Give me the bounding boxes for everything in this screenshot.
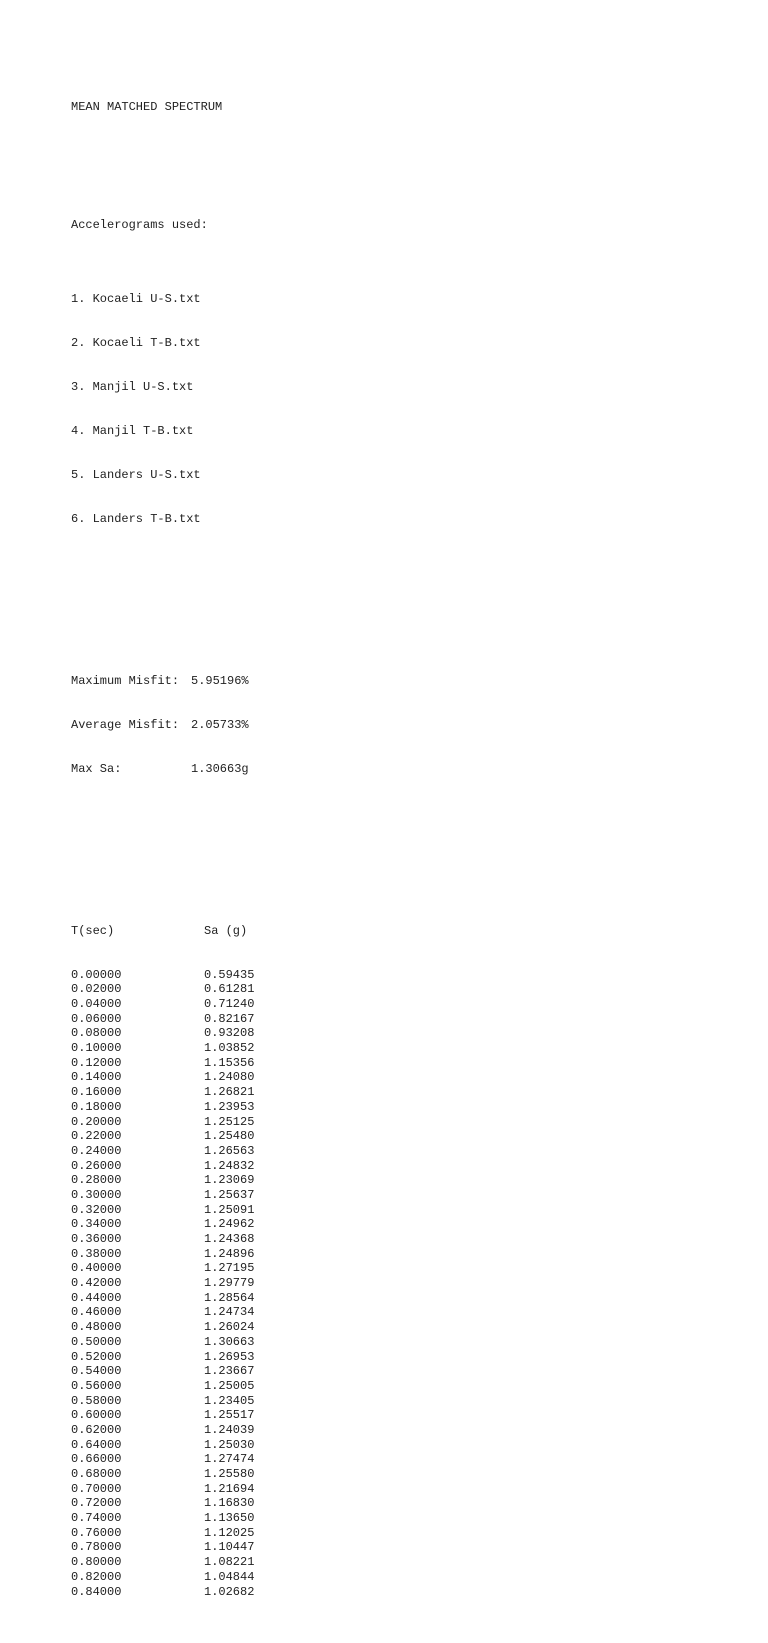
table-row — [71, 982, 254, 997]
sa-cell: 1.26953 — [204, 1349, 255, 1364]
sa-cell: 0.93208 — [204, 1026, 255, 1041]
sa-cell: 0.71240 — [204, 997, 255, 1012]
sa-cell: 1.25517 — [204, 1408, 255, 1423]
period-cell: 0.34000 — [71, 1217, 122, 1232]
document-page — [71, 71, 254, 1643]
sa-cell: 1.26563 — [204, 1143, 255, 1158]
period-cell: 0.72000 — [71, 1496, 122, 1511]
table-body — [71, 968, 254, 1600]
stat-row-average-misfit — [71, 718, 254, 733]
table-row — [71, 968, 254, 983]
sa-cell: 1.25030 — [204, 1437, 255, 1452]
spacer — [71, 145, 254, 174]
table-row — [71, 1467, 254, 1482]
table-row — [71, 1085, 254, 1100]
sa-cell: 1.23953 — [204, 1099, 255, 1114]
column-header-sa: Sa (g) — [204, 923, 248, 938]
sa-cell: 1.21694 — [204, 1481, 255, 1496]
sa-cell: 1.13650 — [204, 1511, 255, 1526]
period-cell: 0.80000 — [71, 1555, 122, 1570]
table-row — [71, 1305, 254, 1320]
table-row — [71, 1540, 254, 1555]
accelerogram-item: 4. Manjil T-B.txt — [71, 423, 194, 438]
table-row — [71, 1041, 254, 1056]
table-row — [71, 1526, 254, 1541]
period-cell: 0.48000 — [71, 1320, 122, 1335]
period-cell: 0.50000 — [71, 1334, 122, 1349]
period-cell: 0.18000 — [71, 1099, 122, 1114]
table-row — [71, 1217, 254, 1232]
accelerogram-item: 1. Kocaeli U-S.txt — [71, 291, 201, 306]
column-header-period: T(sec) — [71, 923, 115, 938]
period-cell: 0.06000 — [71, 1011, 122, 1026]
sa-cell: 1.24734 — [204, 1305, 255, 1320]
accelerogram-list — [71, 262, 254, 556]
sa-cell: 1.04844 — [204, 1569, 255, 1584]
period-cell: 0.10000 — [71, 1041, 122, 1056]
table-row — [71, 1335, 254, 1350]
sa-cell: 1.30663 — [204, 1334, 255, 1349]
table-row — [71, 1379, 254, 1394]
stat-label: Average Misfit: — [71, 717, 180, 732]
table-row — [71, 1570, 254, 1585]
table-row — [71, 1276, 254, 1291]
stat-value: 1.30663g — [191, 761, 249, 776]
stat-value: 2.05733% — [191, 717, 249, 732]
sa-cell: 0.59435 — [204, 967, 255, 982]
period-cell: 0.60000 — [71, 1408, 122, 1423]
sa-cell: 0.61281 — [204, 982, 255, 997]
spacer — [71, 585, 254, 600]
period-cell: 0.76000 — [71, 1525, 122, 1540]
period-cell: 0.66000 — [71, 1452, 122, 1467]
sa-cell: 1.23667 — [204, 1364, 255, 1379]
sa-cell: 1.28564 — [204, 1290, 255, 1305]
period-cell: 0.04000 — [71, 997, 122, 1012]
table-row — [71, 1100, 254, 1115]
table-row — [71, 1144, 254, 1159]
sa-cell: 1.16830 — [204, 1496, 255, 1511]
period-cell: 0.22000 — [71, 1129, 122, 1144]
period-cell: 0.16000 — [71, 1085, 122, 1100]
table-row — [71, 1291, 254, 1306]
table-row — [71, 1012, 254, 1027]
sa-cell: 0.82167 — [204, 1011, 255, 1026]
table-row — [71, 1026, 254, 1041]
table-row — [71, 1159, 254, 1174]
table-row — [71, 1364, 254, 1379]
sa-cell: 1.23405 — [204, 1393, 255, 1408]
period-cell: 0.62000 — [71, 1422, 122, 1437]
spacer — [71, 835, 254, 850]
table-row — [71, 1056, 254, 1071]
period-cell: 0.30000 — [71, 1187, 122, 1202]
stat-row-maximum-misfit — [71, 674, 254, 689]
sa-cell: 1.25637 — [204, 1187, 255, 1202]
period-cell: 0.40000 — [71, 1261, 122, 1276]
table-row — [71, 1261, 254, 1276]
table-row — [71, 1129, 254, 1144]
sa-cell: 1.23069 — [204, 1173, 255, 1188]
table-row — [71, 1188, 254, 1203]
accelerograms-heading: Accelerograms used: — [71, 218, 208, 232]
table-row — [71, 1203, 254, 1218]
table-row — [71, 1585, 254, 1600]
sa-cell: 1.27195 — [204, 1261, 255, 1276]
period-cell: 0.26000 — [71, 1158, 122, 1173]
sa-cell: 1.26024 — [204, 1320, 255, 1335]
sa-cell: 1.10447 — [204, 1540, 255, 1555]
table-row — [71, 1394, 254, 1409]
table-row — [71, 1496, 254, 1511]
sa-cell: 1.02682 — [204, 1584, 255, 1599]
sa-cell: 1.24832 — [204, 1158, 255, 1173]
sa-cell: 1.26821 — [204, 1085, 255, 1100]
table-row — [71, 1423, 254, 1438]
accelerogram-item: 5. Landers U-S.txt — [71, 467, 201, 482]
period-cell: 0.02000 — [71, 982, 122, 997]
sa-cell: 1.24080 — [204, 1070, 255, 1085]
sa-cell: 1.24962 — [204, 1217, 255, 1232]
sa-cell: 1.15356 — [204, 1055, 255, 1070]
period-cell: 0.78000 — [71, 1540, 122, 1555]
table-row — [71, 1555, 254, 1570]
sa-cell: 1.24368 — [204, 1232, 255, 1247]
accelerogram-item: 6. Landers T-B.txt — [71, 511, 201, 526]
period-cell: 0.58000 — [71, 1393, 122, 1408]
stat-value: 5.95196% — [191, 673, 249, 688]
sa-cell: 1.25005 — [204, 1378, 255, 1393]
sa-cell: 1.25480 — [204, 1129, 255, 1144]
stat-label: Maximum Misfit: — [71, 673, 180, 688]
period-cell: 0.84000 — [71, 1584, 122, 1599]
period-cell: 0.00000 — [71, 967, 122, 982]
period-cell: 0.64000 — [71, 1437, 122, 1452]
period-cell: 0.12000 — [71, 1055, 122, 1070]
period-cell: 0.74000 — [71, 1511, 122, 1526]
table-row — [71, 1247, 254, 1262]
stat-row-max-sa — [71, 762, 254, 777]
table-row — [71, 1070, 254, 1085]
period-cell: 0.08000 — [71, 1026, 122, 1041]
accelerogram-item: 3. Manjil U-S.txt — [71, 379, 194, 394]
period-cell: 0.70000 — [71, 1481, 122, 1496]
period-cell: 0.28000 — [71, 1173, 122, 1188]
sa-cell: 1.25091 — [204, 1202, 255, 1217]
table-row — [71, 1320, 254, 1335]
table-row — [71, 997, 254, 1012]
table-row — [71, 1232, 254, 1247]
period-cell: 0.38000 — [71, 1246, 122, 1261]
table-row — [71, 1115, 254, 1130]
period-cell: 0.20000 — [71, 1114, 122, 1129]
sa-cell: 1.24896 — [204, 1246, 255, 1261]
sa-cell: 1.12025 — [204, 1525, 255, 1540]
table-row — [71, 1173, 254, 1188]
period-cell: 0.32000 — [71, 1202, 122, 1217]
period-cell: 0.14000 — [71, 1070, 122, 1085]
sa-cell: 1.25580 — [204, 1467, 255, 1482]
spectrum-table — [71, 894, 254, 1628]
stat-label: Max Sa: — [71, 761, 122, 776]
table-row — [71, 1452, 254, 1467]
period-cell: 0.42000 — [71, 1276, 122, 1291]
sa-cell: 1.29779 — [204, 1276, 255, 1291]
document-title: MEAN MATCHED SPECTRUM — [71, 100, 223, 115]
sa-cell: 1.24039 — [204, 1422, 255, 1437]
period-cell: 0.52000 — [71, 1349, 122, 1364]
period-cell: 0.82000 — [71, 1569, 122, 1584]
table-header — [71, 924, 254, 939]
sa-cell: 1.08221 — [204, 1555, 255, 1570]
table-row — [71, 1482, 254, 1497]
misfit-stats — [71, 644, 254, 806]
sa-cell: 1.25125 — [204, 1114, 255, 1129]
period-cell: 0.46000 — [71, 1305, 122, 1320]
accelerogram-item: 2. Kocaeli T-B.txt — [71, 335, 201, 350]
table-row — [71, 1438, 254, 1453]
sa-cell: 1.27474 — [204, 1452, 255, 1467]
period-cell: 0.24000 — [71, 1143, 122, 1158]
table-row — [71, 1408, 254, 1423]
period-cell: 0.54000 — [71, 1364, 122, 1379]
table-row — [71, 1350, 254, 1365]
period-cell: 0.36000 — [71, 1232, 122, 1247]
table-row — [71, 1511, 254, 1526]
period-cell: 0.56000 — [71, 1378, 122, 1393]
period-cell: 0.44000 — [71, 1290, 122, 1305]
period-cell: 0.68000 — [71, 1467, 122, 1482]
sa-cell: 1.03852 — [204, 1041, 255, 1056]
